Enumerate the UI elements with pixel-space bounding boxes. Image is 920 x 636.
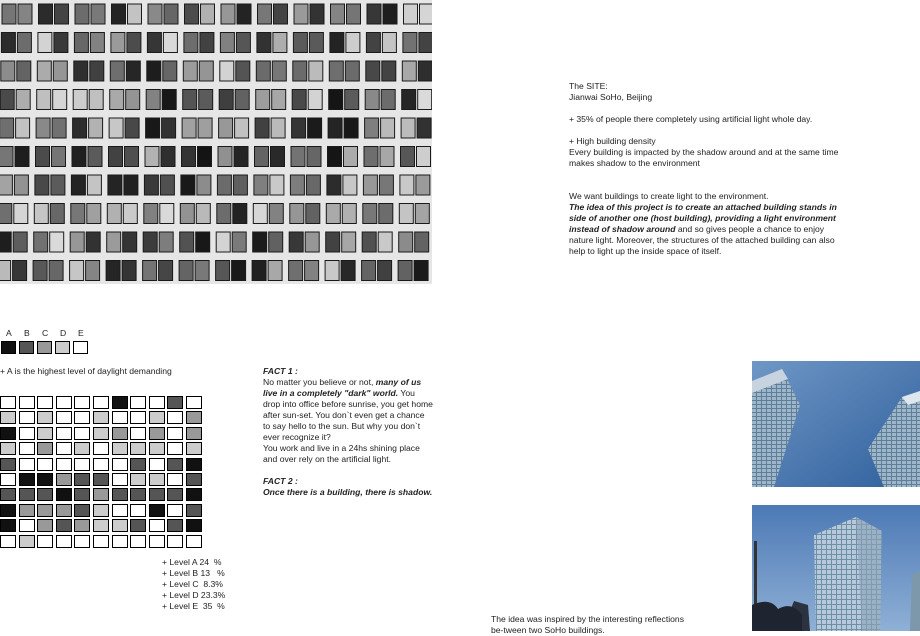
fact1-bold: many of us live in a completely "dark" world. (263, 377, 422, 398)
grid-cell (186, 411, 202, 424)
site-heading: The SITE: (569, 81, 608, 91)
grid-cell (37, 442, 53, 455)
grid-cell (167, 519, 183, 532)
legend-swatch-a (1, 341, 16, 354)
grid-cell (0, 458, 16, 471)
grid-cell (149, 504, 165, 517)
grid-cell (186, 442, 202, 455)
grid-cell (56, 488, 72, 501)
grid-cell (186, 488, 202, 501)
grid-cell (130, 473, 146, 486)
legend-letter-d: D (60, 328, 67, 338)
grid-cell (167, 411, 183, 424)
grid-cell (37, 535, 53, 548)
grid-cell (167, 535, 183, 548)
grid-cell (37, 504, 53, 517)
grid-cell (56, 396, 72, 409)
grid-cell (112, 427, 128, 440)
legend-swatch-c (37, 341, 52, 354)
facade-photo (0, 0, 432, 284)
fact2-title: FACT 2 : (263, 476, 298, 486)
grid-cell (0, 473, 16, 486)
grid-cell (93, 427, 109, 440)
grid-cell (130, 396, 146, 409)
grid-cell (93, 458, 109, 471)
legend-swatch-e (73, 341, 88, 354)
grid-cell (19, 504, 35, 517)
grid-cell (149, 519, 165, 532)
grid-cell (74, 519, 90, 532)
grid-cell (0, 519, 16, 532)
grid-cell (186, 473, 202, 486)
grid-cell (74, 535, 90, 548)
facts-block (263, 366, 433, 498)
grid-cell (93, 488, 109, 501)
idea-lead: We want buildings to create light to the environment. (569, 191, 769, 201)
reflection-photo-1 (752, 361, 920, 487)
grid-cell (112, 519, 128, 532)
idea-bold: The idea of this project is to create an attached building stands in side of another one (host building), providing a light environment instead of shadow around (569, 202, 837, 234)
grid-cell (112, 442, 128, 455)
grid-cell (19, 535, 35, 548)
grid-cell (93, 396, 109, 409)
grid-cell (167, 427, 183, 440)
grid-cell (74, 411, 90, 424)
grid-cell (112, 504, 128, 517)
reflection-photo-1-image (752, 361, 920, 487)
reflection-caption: The idea was inspired by the interesting reflections be-tween two SoHo buildings. (491, 614, 684, 635)
grid-cell (112, 411, 128, 424)
legend-letter-b: B (24, 328, 30, 338)
density-text: Every building is impacted by the shadow around and at the same time makes shadow to the environment (569, 147, 839, 168)
grid-cell (19, 396, 35, 409)
grid-cell (186, 458, 202, 471)
grid-cell (19, 473, 35, 486)
fact2-text: Once there is a building, there is shadow. (263, 487, 433, 497)
grid-cell (130, 504, 146, 517)
grid-cell (56, 442, 72, 455)
site-text-block (569, 81, 839, 257)
grid-cell (19, 411, 35, 424)
grid-cell (56, 519, 72, 532)
grid-cell (0, 535, 16, 548)
grid-cell (130, 519, 146, 532)
fact1-text-c: You work and live in a 24hs shining place and over rely on the artificial light. (263, 443, 420, 464)
grid-cell (167, 442, 183, 455)
grid-cell (130, 458, 146, 471)
level-b: + Level B 13 % (162, 568, 225, 578)
level-c: + Level C 8.3% (162, 579, 223, 589)
grid-cell (186, 535, 202, 548)
grid-cell (74, 488, 90, 501)
grid-cell (37, 519, 53, 532)
grid-cell (149, 473, 165, 486)
grid-cell (167, 504, 183, 517)
site-fact-light: + 35% of people there completely using artificial light whole day. (569, 114, 813, 124)
grid-cell (112, 535, 128, 548)
grid-cell (149, 427, 165, 440)
reflection-photo-2 (752, 505, 920, 631)
legend-swatch-d (55, 341, 70, 354)
legend-swatch-b (19, 341, 34, 354)
grid-cell (93, 442, 109, 455)
grid-cell (149, 458, 165, 471)
level-d: + Level D 23.3% (162, 590, 226, 600)
grid-cell (112, 473, 128, 486)
grid-cell (167, 458, 183, 471)
grid-cell (0, 442, 16, 455)
grid-cell (167, 488, 183, 501)
level-a: + Level A 24 % (162, 557, 222, 567)
grid-cell (37, 396, 53, 409)
legend-letter-c: C (42, 328, 49, 338)
grid-cell (74, 473, 90, 486)
grid-cell (56, 535, 72, 548)
level-e: + Level E 35 % (162, 601, 225, 611)
grid-cell (0, 504, 16, 517)
grid-cell (37, 458, 53, 471)
grid-cell (37, 427, 53, 440)
grid-cell (93, 535, 109, 548)
grid-cell (93, 519, 109, 532)
grid-cell (149, 396, 165, 409)
grid-cell (56, 458, 72, 471)
legend-letter-e: E (78, 328, 84, 338)
grid-cell (74, 396, 90, 409)
grid-cell (93, 473, 109, 486)
grid-cell (0, 396, 16, 409)
grid-cell (186, 504, 202, 517)
facade-photo-image (0, 0, 432, 284)
grid-cell (93, 504, 109, 517)
grid-cell (186, 427, 202, 440)
grid-cell (149, 535, 165, 548)
grid-cell (56, 427, 72, 440)
grid-cell (56, 504, 72, 517)
grid-cell (186, 519, 202, 532)
idea-paragraph (569, 202, 839, 257)
grid-cell (149, 488, 165, 501)
grid-cell (74, 504, 90, 517)
grid-cell (130, 488, 146, 501)
legend-note: + A is the highest level of daylight demanding (0, 366, 172, 376)
grid-cell (19, 442, 35, 455)
grid-cell (37, 411, 53, 424)
level-percentages (162, 557, 225, 612)
grid-cell (186, 396, 202, 409)
grid-cell (130, 442, 146, 455)
grid-cell (112, 458, 128, 471)
grid-cell (167, 396, 183, 409)
grid-cell (56, 411, 72, 424)
fact1-text-a: No matter you believe or not, (263, 377, 376, 387)
grid-cell (19, 458, 35, 471)
grid-cell (112, 396, 128, 409)
legend-letter-a: A (6, 328, 12, 338)
grid-cell (0, 488, 16, 501)
grid-cell (37, 473, 53, 486)
reflection-photo-2-image (752, 505, 920, 631)
fact1-paragraph (263, 377, 433, 443)
idea-rest: and so gives people a chance to enjoy nature light. Moreover, the structures of the attached building can also help to light up the inside space of itself. (569, 224, 835, 256)
grid-cell (19, 488, 35, 501)
grid-cell (93, 411, 109, 424)
grid-cell (74, 458, 90, 471)
grid-cell (112, 488, 128, 501)
grid-cell (19, 519, 35, 532)
grid-cell (74, 427, 90, 440)
grid-cell (74, 442, 90, 455)
grid-cell (37, 488, 53, 501)
grid-cell (130, 411, 146, 424)
fact1-title: FACT 1 : (263, 366, 298, 376)
grid-cell (0, 427, 16, 440)
grid-cell (56, 473, 72, 486)
density-title: + High building density (569, 136, 656, 146)
site-location: Jianwai SoHo, Beijing (569, 92, 653, 102)
fact1-text-b: You drop into office before sunrise, you get home after sun-set. You don`t even get a chance to say hello to the sun. But why you don`t ever recognize it? (263, 388, 433, 442)
grid-cell (149, 411, 165, 424)
grid-cell (149, 442, 165, 455)
grid-cell (130, 535, 146, 548)
grid-cell (0, 411, 16, 424)
grid-cell (167, 473, 183, 486)
grid-cell (130, 427, 146, 440)
grid-cell (19, 427, 35, 440)
